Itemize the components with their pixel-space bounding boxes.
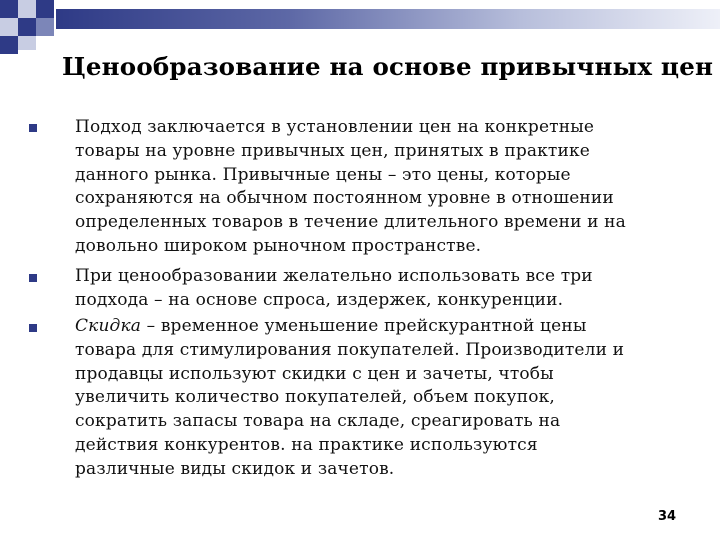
bullet-text (75, 315, 695, 482)
decor-square (36, 18, 54, 36)
text-line: товара для стимулирования покупателей. Производители и (75, 339, 625, 360)
text-line: сохраняются на обычном постоянном уровне в отношении (75, 188, 614, 209)
text-line: продавцы используют скидки с цен и зачеты, чтобы (75, 363, 554, 384)
text-line: подхода – на основе спроса, издержек, конкуренции. (75, 289, 564, 310)
text-line (75, 315, 695, 339)
bullet-text (75, 265, 695, 313)
text-fragment: – временное уменьшение прейскурантной цены (141, 316, 587, 336)
text-line: Подход заключается в установлении цен на конкретные (75, 117, 595, 137)
decor-square (0, 36, 18, 54)
decor-square (0, 0, 18, 18)
text-line: товары на уровне привычных цен, принятых в практике (75, 140, 590, 161)
bullet-text (75, 116, 695, 259)
decor-square (18, 36, 36, 50)
square-bullet-icon (29, 124, 37, 132)
text-line: увеличить количество покупателей, объем покупок, (75, 387, 555, 408)
decor-square (0, 18, 18, 36)
decor-square (18, 18, 36, 36)
text-line: определенных товаров в течение длительного времени и на (75, 212, 626, 233)
decor-square (36, 0, 54, 18)
header-gradient-bar (56, 9, 720, 29)
text-line: различные виды скидок и зачетов. (75, 458, 395, 479)
square-bullet-icon (29, 324, 37, 332)
page-number: 34 (658, 509, 677, 524)
text-line: данного рынка. Привычные цены – это цены, которые (75, 164, 571, 185)
text-line: При ценообразовании желательно использовать все три (75, 266, 593, 286)
emphasis-term: Скидка (75, 316, 142, 336)
text-line: сократить запасы товара на складе, среагировать на (75, 411, 561, 432)
text-line: довольно широком рыночном пространстве. (75, 235, 482, 256)
square-bullet-icon (29, 274, 37, 282)
decor-square (18, 0, 36, 18)
slide-title: Ценообразование на основе привычных цен (62, 52, 714, 81)
text-line: действия конкурентов. на практике используются (75, 434, 538, 455)
